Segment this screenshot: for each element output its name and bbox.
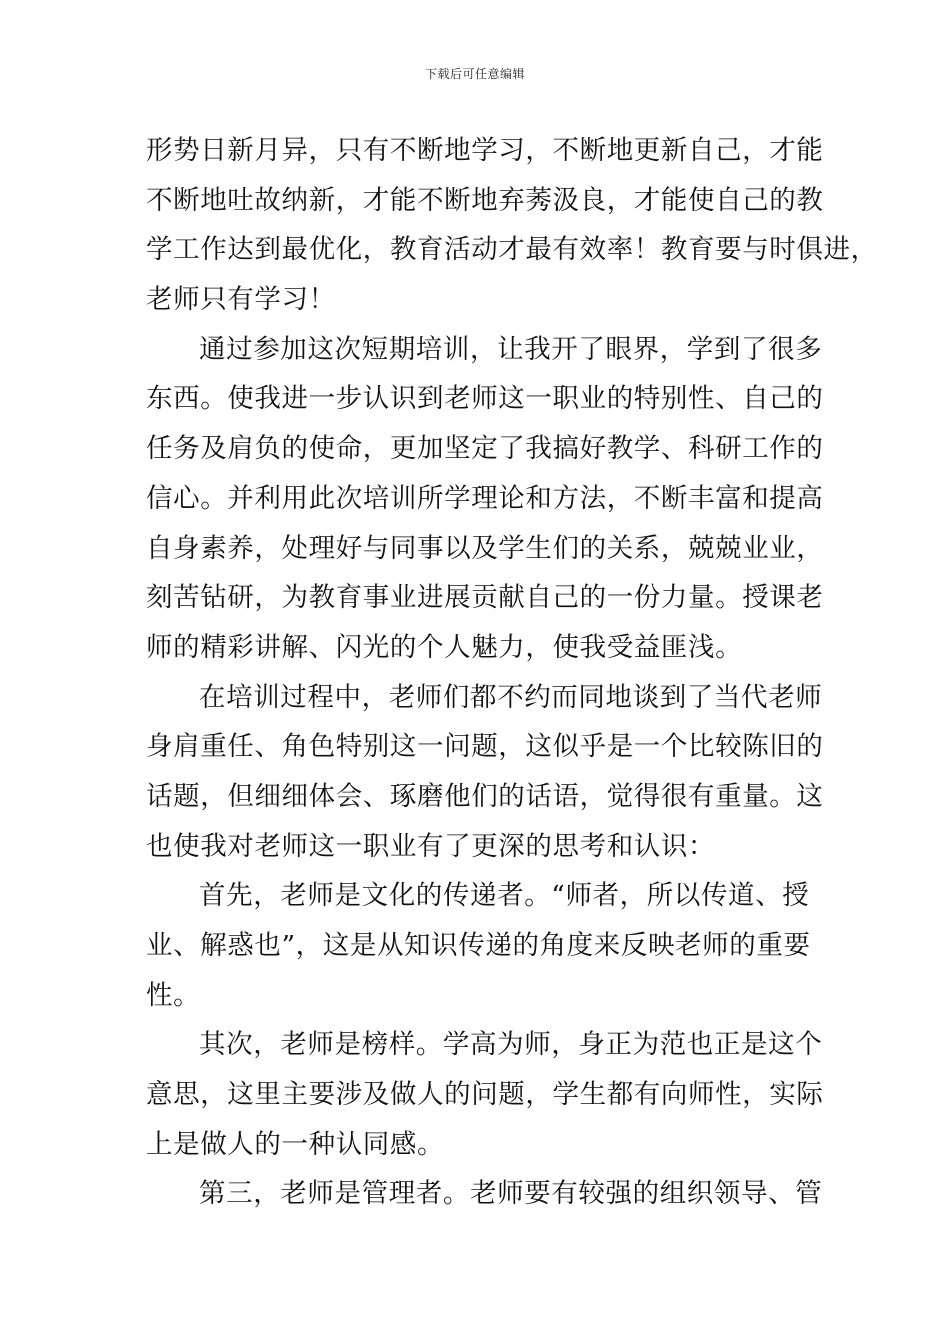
text-line: 身肩重任、角色特别这一问题，这似乎是一个比较陈旧的 [146, 731, 824, 763]
paragraph-start-line: 通过参加这次短期培训，让我开了眼界，学到了很多 [199, 333, 823, 365]
document-body [146, 126, 878, 1219]
text-line: 上是做人的一种认同感。 [146, 1128, 445, 1160]
paragraph-start-line: 其次，老师是榜样。学高为师，身正为范也正是这个 [199, 1029, 823, 1061]
text-line: 信心。并利用此次培训所学理论和方法，不断丰富和提高 [146, 482, 824, 514]
text-line: 性。 [146, 979, 201, 1011]
text-line: 师的精彩讲解、闪光的个人魅力，使我受益匪浅。 [146, 631, 743, 663]
text-line: 形势日新月异，只有不断地学习，不断地更新自己，才能 [146, 135, 824, 166]
text-line: 不断地吐故纳新，才能不断地弃莠汲良，才能使自己的教 [146, 184, 824, 216]
text-line: 老师只有学习！ [146, 284, 336, 316]
text-line: 也使我对老师这一职业有了更深的思考和认识： [146, 830, 716, 862]
text-line: 业、解惑也”，这是从知识传递的角度来反映老师的重要 [146, 930, 811, 961]
paragraph-start-line: 在培训过程中，老师们都不约而同地谈到了当代老师 [199, 681, 823, 713]
text-line: 学工作达到最优化，教育活动才最有效率！教育要与时俱进， [146, 234, 878, 266]
text-line: 话题，但细细体会、琢磨他们的话语，觉得很有重量。这 [146, 780, 824, 812]
page-header-note: 下载后可任意编辑 [424, 67, 525, 81]
text-line: 任务及肩负的使命，更加坚定了我搞好教学、科研工作的 [146, 433, 824, 465]
paragraph-start-line: 第三，老师是管理者。老师要有较强的组织领导、管 [199, 1178, 823, 1210]
paragraph-start-line: 首先，老师是文化的传递者。“师者，所以传道、授 [199, 880, 810, 912]
text-line: 东西。使我进一步认识到老师这一职业的特别性、自己的 [146, 383, 824, 415]
text-line: 刻苦钻研，为教育事业进展贡献自己的一份力量。授课老 [146, 582, 824, 614]
text-line: 自身素养，处理好与同事以及学生们的关系，兢兢业业， [146, 532, 824, 564]
text-line: 意思，这里主要涉及做人的问题，学生都有向师性，实际 [146, 1079, 824, 1111]
